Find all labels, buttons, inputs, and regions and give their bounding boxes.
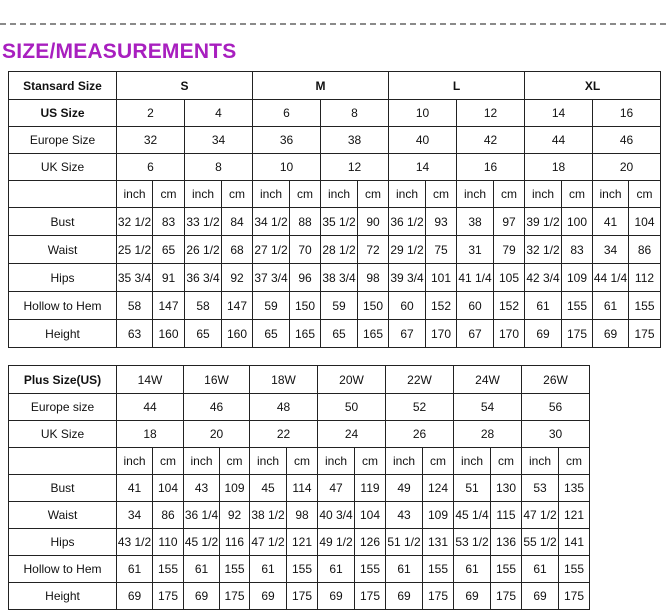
unit-row — [9, 181, 661, 208]
size-row-1 — [9, 421, 590, 448]
measure-value: 79 — [494, 236, 525, 264]
measure-value: 69 — [318, 583, 355, 610]
row-label: Bust — [9, 208, 117, 236]
measure-value: 35 3/4 — [117, 264, 153, 292]
measure-value: 37 3/4 — [253, 264, 290, 292]
unit-label: cm — [426, 181, 457, 208]
table-header-row — [9, 366, 590, 394]
measure-value: 92 — [222, 264, 253, 292]
measure-value: 69 — [184, 583, 220, 610]
measure-value: 31 — [457, 236, 494, 264]
plus-size-20w: 20W — [318, 366, 386, 394]
measure-value: 147 — [153, 292, 185, 320]
size-value: 32 — [117, 127, 185, 154]
measure-row — [9, 320, 661, 348]
measure-value: 67 — [389, 320, 426, 348]
size-value: 20 — [184, 421, 250, 448]
measure-value: 104 — [153, 475, 184, 502]
measure-value: 36 3/4 — [185, 264, 222, 292]
unit-label: inch — [593, 181, 629, 208]
unit-label: inch — [386, 448, 423, 475]
measure-value: 175 — [220, 583, 250, 610]
measure-value: 26 1/2 — [185, 236, 222, 264]
measure-value: 175 — [287, 583, 318, 610]
plus-size-22w: 22W — [386, 366, 454, 394]
measure-value: 155 — [287, 556, 318, 583]
measure-value: 43 — [386, 502, 423, 529]
size-value: 20 — [593, 154, 661, 181]
top-dashed-divider — [0, 23, 666, 25]
unit-label: inch — [117, 181, 153, 208]
measure-value: 36 1/2 — [389, 208, 426, 236]
measure-value: 86 — [629, 236, 661, 264]
measure-value: 104 — [355, 502, 386, 529]
size-group-m: M — [253, 72, 389, 100]
measure-value: 60 — [389, 292, 426, 320]
unit-label: cm — [562, 181, 593, 208]
measure-value: 49 — [386, 475, 423, 502]
measure-value: 152 — [494, 292, 525, 320]
measure-value: 88 — [290, 208, 321, 236]
measure-value: 53 1/2 — [454, 529, 491, 556]
measure-value: 32 1/2 — [525, 236, 562, 264]
size-value: 42 — [457, 127, 525, 154]
measure-value: 175 — [562, 320, 593, 348]
unit-label: cm — [559, 448, 590, 475]
measure-value: 69 — [522, 583, 559, 610]
measure-row — [9, 556, 590, 583]
measure-value: 69 — [250, 583, 287, 610]
measure-value: 39 3/4 — [389, 264, 426, 292]
unit-label: cm — [358, 181, 389, 208]
size-row-1 — [9, 127, 661, 154]
measure-value: 155 — [220, 556, 250, 583]
size-value: 36 — [253, 127, 321, 154]
plus-size-16w: 16W — [184, 366, 250, 394]
measure-value: 155 — [491, 556, 522, 583]
header-label: Stansard Size — [9, 72, 117, 100]
measure-value: 86 — [153, 502, 184, 529]
measure-value: 109 — [423, 502, 454, 529]
measure-value: 25 1/2 — [117, 236, 153, 264]
size-row-0 — [9, 100, 661, 127]
row-label: Bust — [9, 475, 117, 502]
size-value: 26 — [386, 421, 454, 448]
measure-value: 109 — [562, 264, 593, 292]
plus-size-14w: 14W — [117, 366, 184, 394]
unit-label: cm — [491, 448, 522, 475]
size-value: 28 — [454, 421, 522, 448]
plus-size-table — [8, 365, 590, 610]
size-value: 4 — [185, 100, 253, 127]
measure-value: 175 — [559, 583, 590, 610]
measure-value: 34 — [593, 236, 629, 264]
table-header-row — [9, 72, 661, 100]
size-value: 22 — [250, 421, 318, 448]
measure-value: 29 1/2 — [389, 236, 426, 264]
measure-value: 55 1/2 — [522, 529, 559, 556]
measure-value: 98 — [287, 502, 318, 529]
measure-value: 175 — [355, 583, 386, 610]
measure-value: 110 — [153, 529, 184, 556]
measure-value: 42 3/4 — [525, 264, 562, 292]
size-value: 54 — [454, 394, 522, 421]
unit-label: inch — [250, 448, 287, 475]
measure-value: 91 — [153, 264, 185, 292]
size-value: 18 — [117, 421, 184, 448]
measure-value: 49 1/2 — [318, 529, 355, 556]
measure-value: 83 — [153, 208, 185, 236]
size-value: 40 — [389, 127, 457, 154]
size-value: 48 — [250, 394, 318, 421]
size-value: 18 — [525, 154, 593, 181]
size-value: 2 — [117, 100, 185, 127]
unit-label: cm — [290, 181, 321, 208]
size-value: 14 — [525, 100, 593, 127]
header-label: Plus Size(US) — [9, 366, 117, 394]
measure-value: 61 — [250, 556, 287, 583]
measure-value: 63 — [117, 320, 153, 348]
size-value: 50 — [318, 394, 386, 421]
measure-value: 61 — [525, 292, 562, 320]
measure-value: 34 — [117, 502, 153, 529]
size-value: 34 — [185, 127, 253, 154]
measure-value: 116 — [220, 529, 250, 556]
measure-row — [9, 264, 661, 292]
measure-value: 141 — [559, 529, 590, 556]
measure-value: 90 — [358, 208, 389, 236]
measure-value: 47 — [318, 475, 355, 502]
unit-label: cm — [629, 181, 661, 208]
measure-row — [9, 208, 661, 236]
size-value: 24 — [318, 421, 386, 448]
size-value: 56 — [522, 394, 590, 421]
size-group-s: S — [117, 72, 253, 100]
unit-label: inch — [522, 448, 559, 475]
measure-value: 92 — [220, 502, 250, 529]
unit-label: inch — [253, 181, 290, 208]
measure-value: 43 — [184, 475, 220, 502]
measure-value: 98 — [358, 264, 389, 292]
measure-value: 32 1/2 — [117, 208, 153, 236]
plus-size-24w: 24W — [454, 366, 522, 394]
unit-label: inch — [117, 448, 153, 475]
measure-value: 51 1/2 — [386, 529, 423, 556]
page-heading: SIZE/MEASUREMENTS — [2, 40, 237, 63]
measure-value: 175 — [423, 583, 454, 610]
measure-value: 58 — [117, 292, 153, 320]
size-value: 46 — [184, 394, 250, 421]
measure-value: 112 — [629, 264, 661, 292]
measure-value: 61 — [318, 556, 355, 583]
measure-value: 104 — [629, 208, 661, 236]
measure-value: 61 — [522, 556, 559, 583]
measure-value: 109 — [220, 475, 250, 502]
measure-value: 65 — [185, 320, 222, 348]
measure-value: 165 — [290, 320, 321, 348]
unit-label: inch — [185, 181, 222, 208]
measure-value: 41 — [117, 475, 153, 502]
unit-label: inch — [457, 181, 494, 208]
row-label: Hips — [9, 529, 117, 556]
size-value: 16 — [457, 154, 525, 181]
unit-label: inch — [525, 181, 562, 208]
size-value: 30 — [522, 421, 590, 448]
measure-row — [9, 292, 661, 320]
measure-value: 70 — [290, 236, 321, 264]
measure-value: 155 — [562, 292, 593, 320]
measure-value: 126 — [355, 529, 386, 556]
measure-value: 69 — [593, 320, 629, 348]
size-value: 12 — [321, 154, 389, 181]
size-value: 44 — [117, 394, 184, 421]
row-label: UK Size — [9, 421, 117, 448]
measure-value: 150 — [358, 292, 389, 320]
measure-value: 45 — [250, 475, 287, 502]
measure-value: 47 1/2 — [250, 529, 287, 556]
row-label: UK Size — [9, 154, 117, 181]
measure-value: 65 — [321, 320, 358, 348]
unit-label: cm — [494, 181, 525, 208]
row-label: Europe size — [9, 394, 117, 421]
measure-value: 61 — [593, 292, 629, 320]
measure-value: 40 3/4 — [318, 502, 355, 529]
plus-size-18w: 18W — [250, 366, 318, 394]
unit-label: inch — [454, 448, 491, 475]
unit-label: cm — [153, 448, 184, 475]
measure-value: 35 1/2 — [321, 208, 358, 236]
measure-value: 84 — [222, 208, 253, 236]
measure-value: 61 — [117, 556, 153, 583]
measure-value: 38 1/2 — [250, 502, 287, 529]
measure-value: 61 — [386, 556, 423, 583]
size-value: 16 — [593, 100, 661, 127]
measure-value: 33 1/2 — [185, 208, 222, 236]
measure-value: 27 1/2 — [253, 236, 290, 264]
row-label: Height — [9, 583, 117, 610]
measure-value: 170 — [494, 320, 525, 348]
measure-value: 65 — [253, 320, 290, 348]
size-value: 8 — [321, 100, 389, 127]
measure-row — [9, 529, 590, 556]
row-label: Hips — [9, 264, 117, 292]
unit-label: cm — [220, 448, 250, 475]
size-value: 44 — [525, 127, 593, 154]
size-value: 46 — [593, 127, 661, 154]
measure-value: 59 — [253, 292, 290, 320]
size-value: 12 — [457, 100, 525, 127]
unit-label: cm — [355, 448, 386, 475]
measure-value: 75 — [426, 236, 457, 264]
measure-value: 165 — [358, 320, 389, 348]
measure-value: 135 — [559, 475, 590, 502]
unit-label: cm — [153, 181, 185, 208]
measure-value: 41 — [593, 208, 629, 236]
standard-size-table — [8, 71, 661, 348]
measure-value: 51 — [454, 475, 491, 502]
measure-value: 69 — [386, 583, 423, 610]
size-value: 10 — [389, 100, 457, 127]
measure-value: 155 — [559, 556, 590, 583]
row-label: Europe Size — [9, 127, 117, 154]
measure-value: 155 — [423, 556, 454, 583]
measure-value: 175 — [491, 583, 522, 610]
measure-value: 34 1/2 — [253, 208, 290, 236]
measure-value: 47 1/2 — [522, 502, 559, 529]
measure-value: 124 — [423, 475, 454, 502]
measure-value: 155 — [355, 556, 386, 583]
measure-value: 39 1/2 — [525, 208, 562, 236]
measure-value: 44 1/4 — [593, 264, 629, 292]
measure-value: 45 1/4 — [454, 502, 491, 529]
measure-row — [9, 583, 590, 610]
measure-value: 59 — [321, 292, 358, 320]
measure-value: 38 3/4 — [321, 264, 358, 292]
size-row-0 — [9, 394, 590, 421]
measure-value: 60 — [457, 292, 494, 320]
measure-value: 58 — [185, 292, 222, 320]
measure-value: 136 — [491, 529, 522, 556]
row-label: Height — [9, 320, 117, 348]
size-value: 6 — [117, 154, 185, 181]
blank-cell — [9, 448, 117, 475]
measure-value: 61 — [184, 556, 220, 583]
measure-value: 72 — [358, 236, 389, 264]
measure-value: 45 1/2 — [184, 529, 220, 556]
measure-value: 175 — [153, 583, 184, 610]
measure-value: 101 — [426, 264, 457, 292]
unit-row — [9, 448, 590, 475]
measure-value: 83 — [562, 236, 593, 264]
measure-value: 175 — [629, 320, 661, 348]
measure-value: 100 — [562, 208, 593, 236]
size-value: 52 — [386, 394, 454, 421]
unit-label: inch — [321, 181, 358, 208]
measure-row — [9, 236, 661, 264]
size-row-2 — [9, 154, 661, 181]
measure-value: 130 — [491, 475, 522, 502]
measure-value: 119 — [355, 475, 386, 502]
unit-label: cm — [423, 448, 454, 475]
measure-value: 36 1/4 — [184, 502, 220, 529]
measure-value: 150 — [290, 292, 321, 320]
measure-value: 41 1/4 — [457, 264, 494, 292]
measure-value: 160 — [222, 320, 253, 348]
measure-value: 97 — [494, 208, 525, 236]
measure-value: 147 — [222, 292, 253, 320]
measure-value: 69 — [525, 320, 562, 348]
size-value: 38 — [321, 127, 389, 154]
row-label: Hollow to Hem — [9, 556, 117, 583]
unit-label: inch — [389, 181, 426, 208]
measure-value: 105 — [494, 264, 525, 292]
measure-value: 65 — [153, 236, 185, 264]
unit-label: inch — [318, 448, 355, 475]
size-value: 6 — [253, 100, 321, 127]
measure-row — [9, 502, 590, 529]
measure-value: 155 — [629, 292, 661, 320]
measure-value: 155 — [153, 556, 184, 583]
row-label: Waist — [9, 236, 117, 264]
size-value: 10 — [253, 154, 321, 181]
blank-cell — [9, 181, 117, 208]
unit-label: cm — [287, 448, 318, 475]
measure-value: 67 — [457, 320, 494, 348]
measure-value: 115 — [491, 502, 522, 529]
measure-value: 93 — [426, 208, 457, 236]
measure-value: 43 1/2 — [117, 529, 153, 556]
unit-label: inch — [184, 448, 220, 475]
measure-value: 68 — [222, 236, 253, 264]
size-value: 8 — [185, 154, 253, 181]
measure-value: 131 — [423, 529, 454, 556]
measure-row — [9, 475, 590, 502]
row-label: Waist — [9, 502, 117, 529]
size-value: 14 — [389, 154, 457, 181]
unit-label: cm — [222, 181, 253, 208]
measure-value: 152 — [426, 292, 457, 320]
size-group-xl: XL — [525, 72, 661, 100]
measure-value: 170 — [426, 320, 457, 348]
row-label: US Size — [9, 100, 117, 127]
measure-value: 96 — [290, 264, 321, 292]
size-group-l: L — [389, 72, 525, 100]
measure-value: 28 1/2 — [321, 236, 358, 264]
measure-value: 121 — [559, 502, 590, 529]
measure-value: 114 — [287, 475, 318, 502]
row-label: Hollow to Hem — [9, 292, 117, 320]
measure-value: 53 — [522, 475, 559, 502]
plus-size-26w: 26W — [522, 366, 590, 394]
measure-value: 61 — [454, 556, 491, 583]
measure-value: 38 — [457, 208, 494, 236]
measure-value: 160 — [153, 320, 185, 348]
measure-value: 69 — [117, 583, 153, 610]
measure-value: 121 — [287, 529, 318, 556]
measure-value: 69 — [454, 583, 491, 610]
